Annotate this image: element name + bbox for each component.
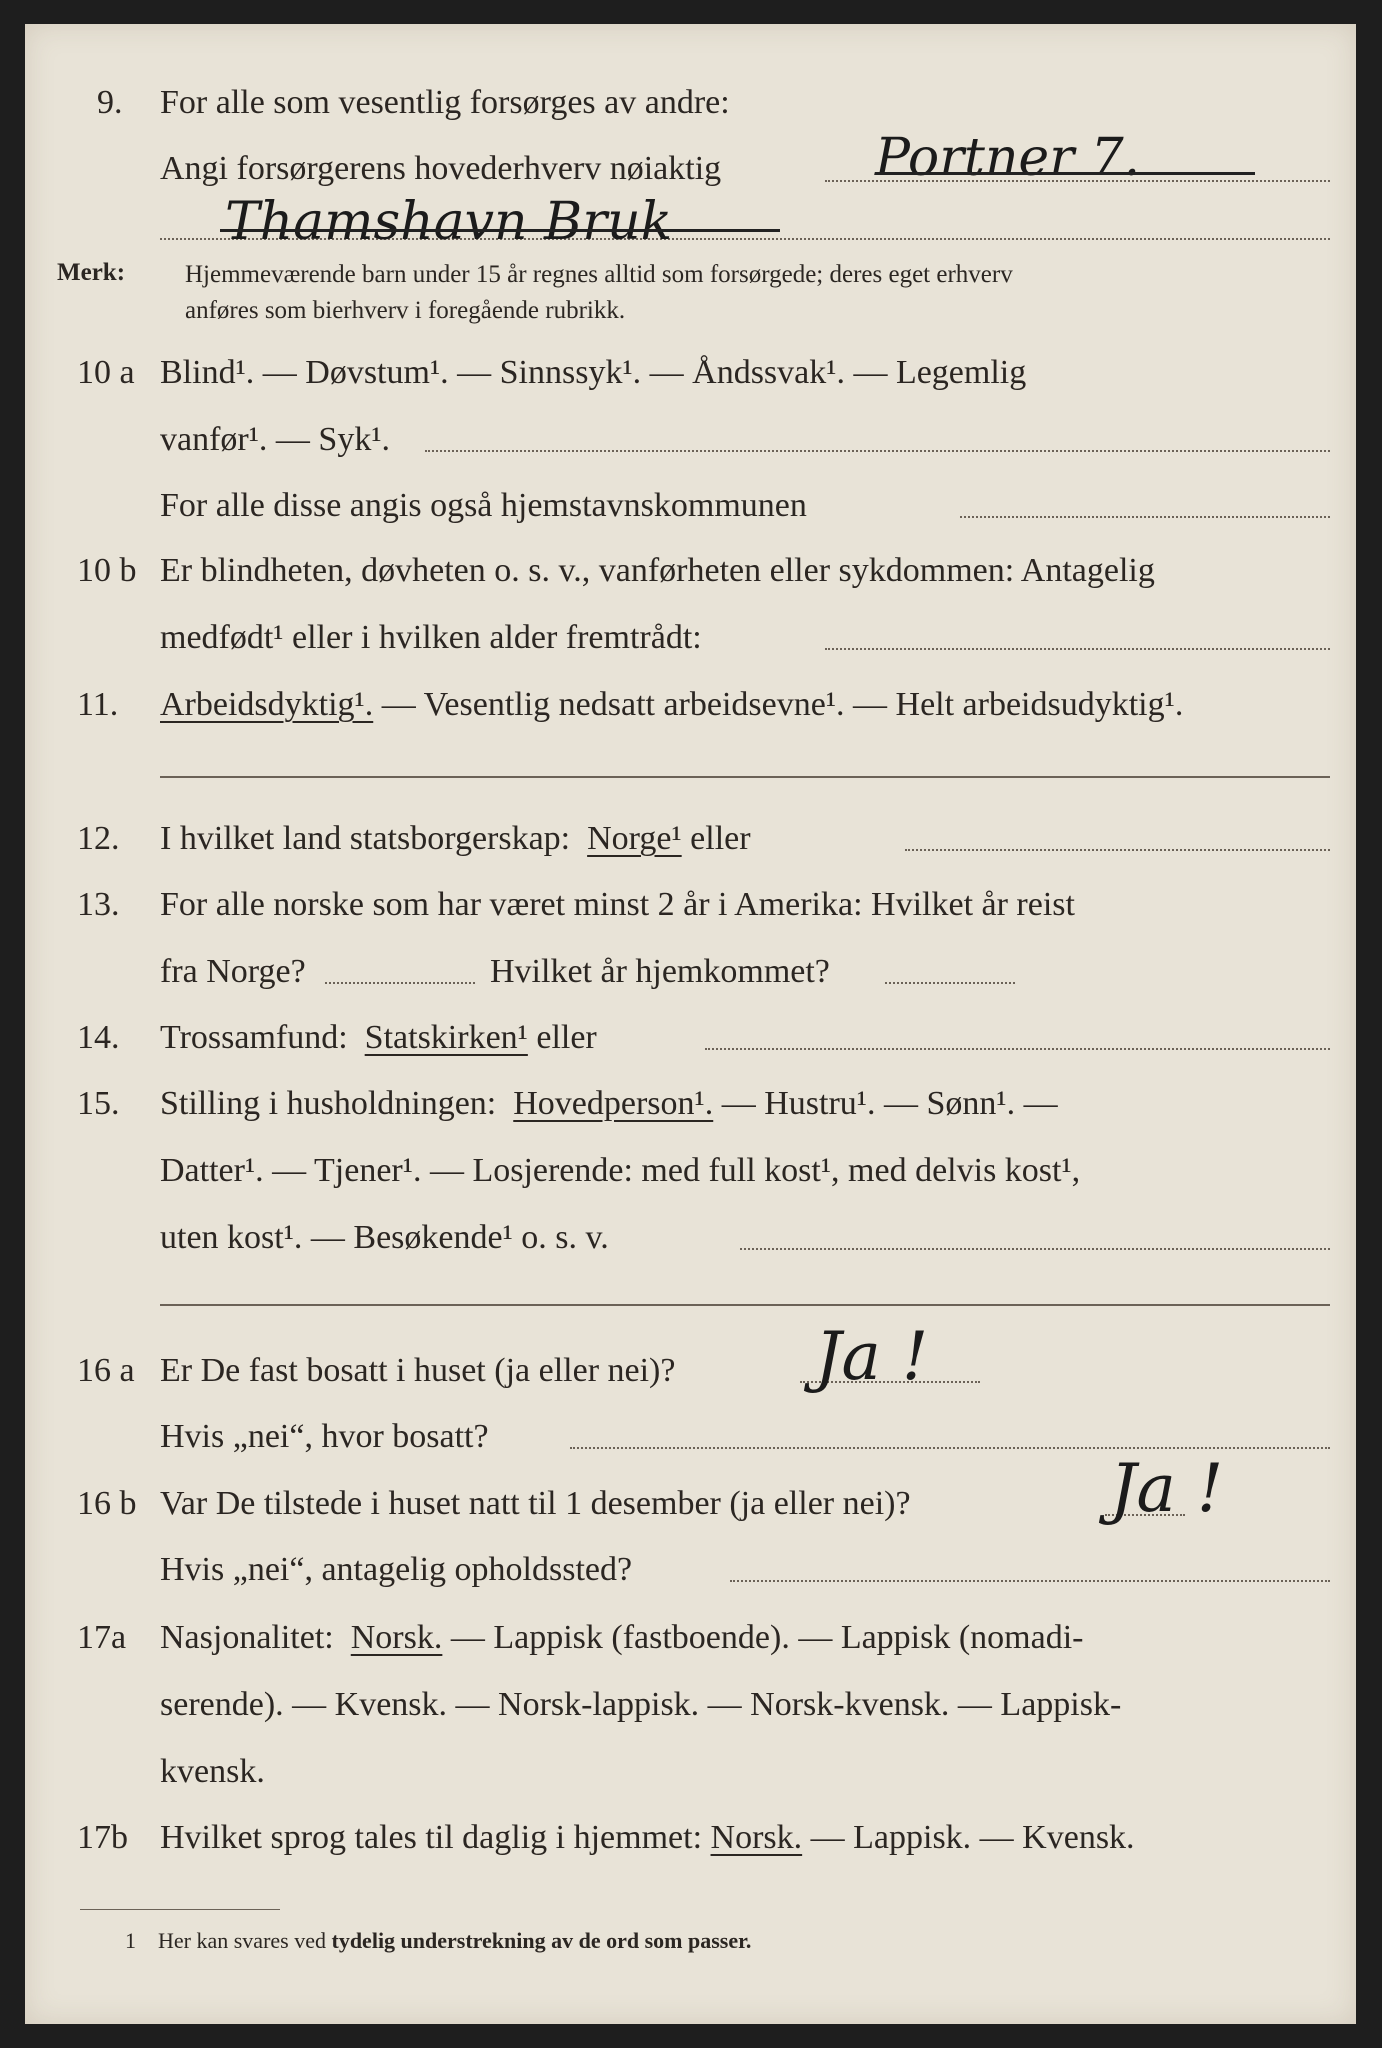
merk-line1: Hjemmeværende barn under 15 år regnes alltid som forsørgede; deres eget erhverv <box>185 261 1013 288</box>
q15-number: 15. <box>77 1085 120 1122</box>
q15-question: Stilling i husholdningen: <box>160 1085 497 1122</box>
q17a-selected-option: Norsk. <box>350 1619 443 1656</box>
q13-line2b: Hvilket år hjemkommet? <box>490 953 830 990</box>
q12-question: I hvilket land statsborgerskap: <box>160 820 571 857</box>
q15-answer-line2 <box>160 1304 1330 1306</box>
q12-number: 12. <box>77 820 120 857</box>
q17a-line1 <box>160 1621 1083 1655</box>
census-form-page <box>25 24 1356 2024</box>
q14-answer-line <box>705 1048 1330 1050</box>
q14-question: Trossamfund: <box>160 1019 348 1056</box>
q14-or: eller <box>536 1019 597 1056</box>
q16a-line1: Er De fast bosatt i huset (ja eller nei)? <box>160 1352 676 1389</box>
q15-line3: uten kost¹. — Besøkende¹ o. s. v. <box>160 1219 609 1256</box>
q16a-line2: Hvis „nei“, hvor bosatt? <box>160 1418 489 1455</box>
q11-number: 11. <box>77 686 119 723</box>
q9-line2: Angi forsørgerens hovederhverv nøiaktig <box>160 150 722 187</box>
footnote-text: Her kan svares ved <box>158 1928 326 1953</box>
q17a-number: 17a <box>77 1619 127 1656</box>
q10b-number: 10 b <box>77 552 137 589</box>
q15-answer-line <box>740 1248 1330 1250</box>
q14-selected-option: Statskirken¹ <box>364 1019 528 1056</box>
q17a-line3: kvensk. <box>160 1753 265 1790</box>
q9-handwritten-employer: Thamshavn Bruk <box>225 192 673 252</box>
q16a-handwritten-answer: Ja ! <box>815 1318 929 1395</box>
q9-strike-line1 <box>875 172 1255 175</box>
footnote-bold-text: tydelig understrekning av de ord som passer. <box>331 1928 752 1953</box>
q17b-question: Hvilket sprog tales til daglig i hjemmet: <box>160 1819 703 1856</box>
merk-line2: anføres som bierhverv i foregående rubrikk. <box>185 297 626 324</box>
q13-return-line <box>885 982 1015 984</box>
q16b-number: 16 b <box>77 1485 137 1522</box>
merk-label: Merk: <box>57 259 126 286</box>
footnote <box>125 1930 751 1952</box>
q9-strike-line2 <box>220 229 780 232</box>
q10a-number: 10 a <box>77 354 135 391</box>
q16a-residence-line <box>570 1447 1330 1449</box>
q15-rest: — Hustru¹. — Sønn¹. — <box>721 1085 1058 1122</box>
q10a-hometown-line <box>960 516 1330 518</box>
q9-handwritten-occupation: Portner 7. <box>875 128 1141 188</box>
q14-number: 14. <box>77 1019 120 1056</box>
q10a-line1: Blind¹. — Døvstum¹. — Sinnssyk¹. — Åndssvak¹. — Legemlig <box>160 354 1027 391</box>
footnote-divider <box>80 1909 280 1910</box>
q11-rest: — Vesentlig nedsatt arbeidsevne¹. — Helt arbeidsudyktig¹. <box>381 686 1184 723</box>
q17b-number: 17b <box>77 1819 128 1856</box>
q13-line2a: fra Norge? <box>160 953 306 990</box>
q9-number: 9. <box>97 84 123 121</box>
q15-selected-option: Hovedperson¹. <box>513 1085 714 1122</box>
q17a-question: Nasjonalitet: <box>160 1619 334 1656</box>
q10b-line1: Er blindheten, døvheten o. s. v., vanførheten eller sykdommen: Antagelig <box>160 552 1155 589</box>
q12-selected-option: Norge¹ <box>587 820 682 857</box>
q15-line1 <box>160 1087 1058 1121</box>
q11-selected-option: Arbeidsdyktig¹. <box>160 686 374 723</box>
q16b-handwritten-answer: Ja ! <box>1110 1450 1224 1527</box>
q14-line <box>160 1021 597 1055</box>
q13-line1: For alle norske som har været minst 2 år i Amerika: Hvilket år reist <box>160 886 1075 923</box>
q17a-line2: serende). — Kvensk. — Norsk-lappisk. — Norsk-kvensk. — Lappisk- <box>160 1686 1122 1723</box>
q10a-answer-line <box>425 450 1330 452</box>
q9-line1: For alle som vesentlig forsørges av andre: <box>160 84 730 121</box>
q13-number: 13. <box>77 886 120 923</box>
q11-line <box>160 688 1183 722</box>
q15-line2: Datter¹. — Tjener¹. — Losjerende: med full kost¹, med delvis kost¹, <box>160 1152 1081 1189</box>
footnote-mark: 1 <box>125 1928 136 1953</box>
q13-departure-line <box>325 982 475 984</box>
q10a-line2: vanfør¹. — Syk¹. <box>160 421 391 458</box>
q11-answer-line <box>160 776 1330 778</box>
q16a-number: 16 a <box>77 1352 135 1389</box>
q16b-line2: Hvis „nei“, antagelig opholdssted? <box>160 1551 633 1588</box>
q12-line <box>160 822 751 856</box>
q17a-rest: — Lappisk (fastboende). — Lappisk (nomadi- <box>450 1619 1084 1656</box>
q17b-line <box>160 1821 1135 1855</box>
q17b-rest: — Lappisk. — Kvensk. <box>810 1819 1135 1856</box>
q10b-line2: medfødt¹ eller i hvilken alder fremtrådt: <box>160 619 702 656</box>
q16b-line1: Var De tilstede i huset natt til 1 desember (ja eller nei)? <box>160 1485 911 1522</box>
q17b-selected-option: Norsk. <box>710 1819 803 1856</box>
q10a-line3: For alle disse angis også hjemstavnskommunen <box>160 487 807 524</box>
q12-or: eller <box>690 820 751 857</box>
q10b-answer-line <box>825 648 1330 650</box>
q12-answer-line <box>905 849 1330 851</box>
q16b-whereabouts-line <box>730 1580 1330 1582</box>
